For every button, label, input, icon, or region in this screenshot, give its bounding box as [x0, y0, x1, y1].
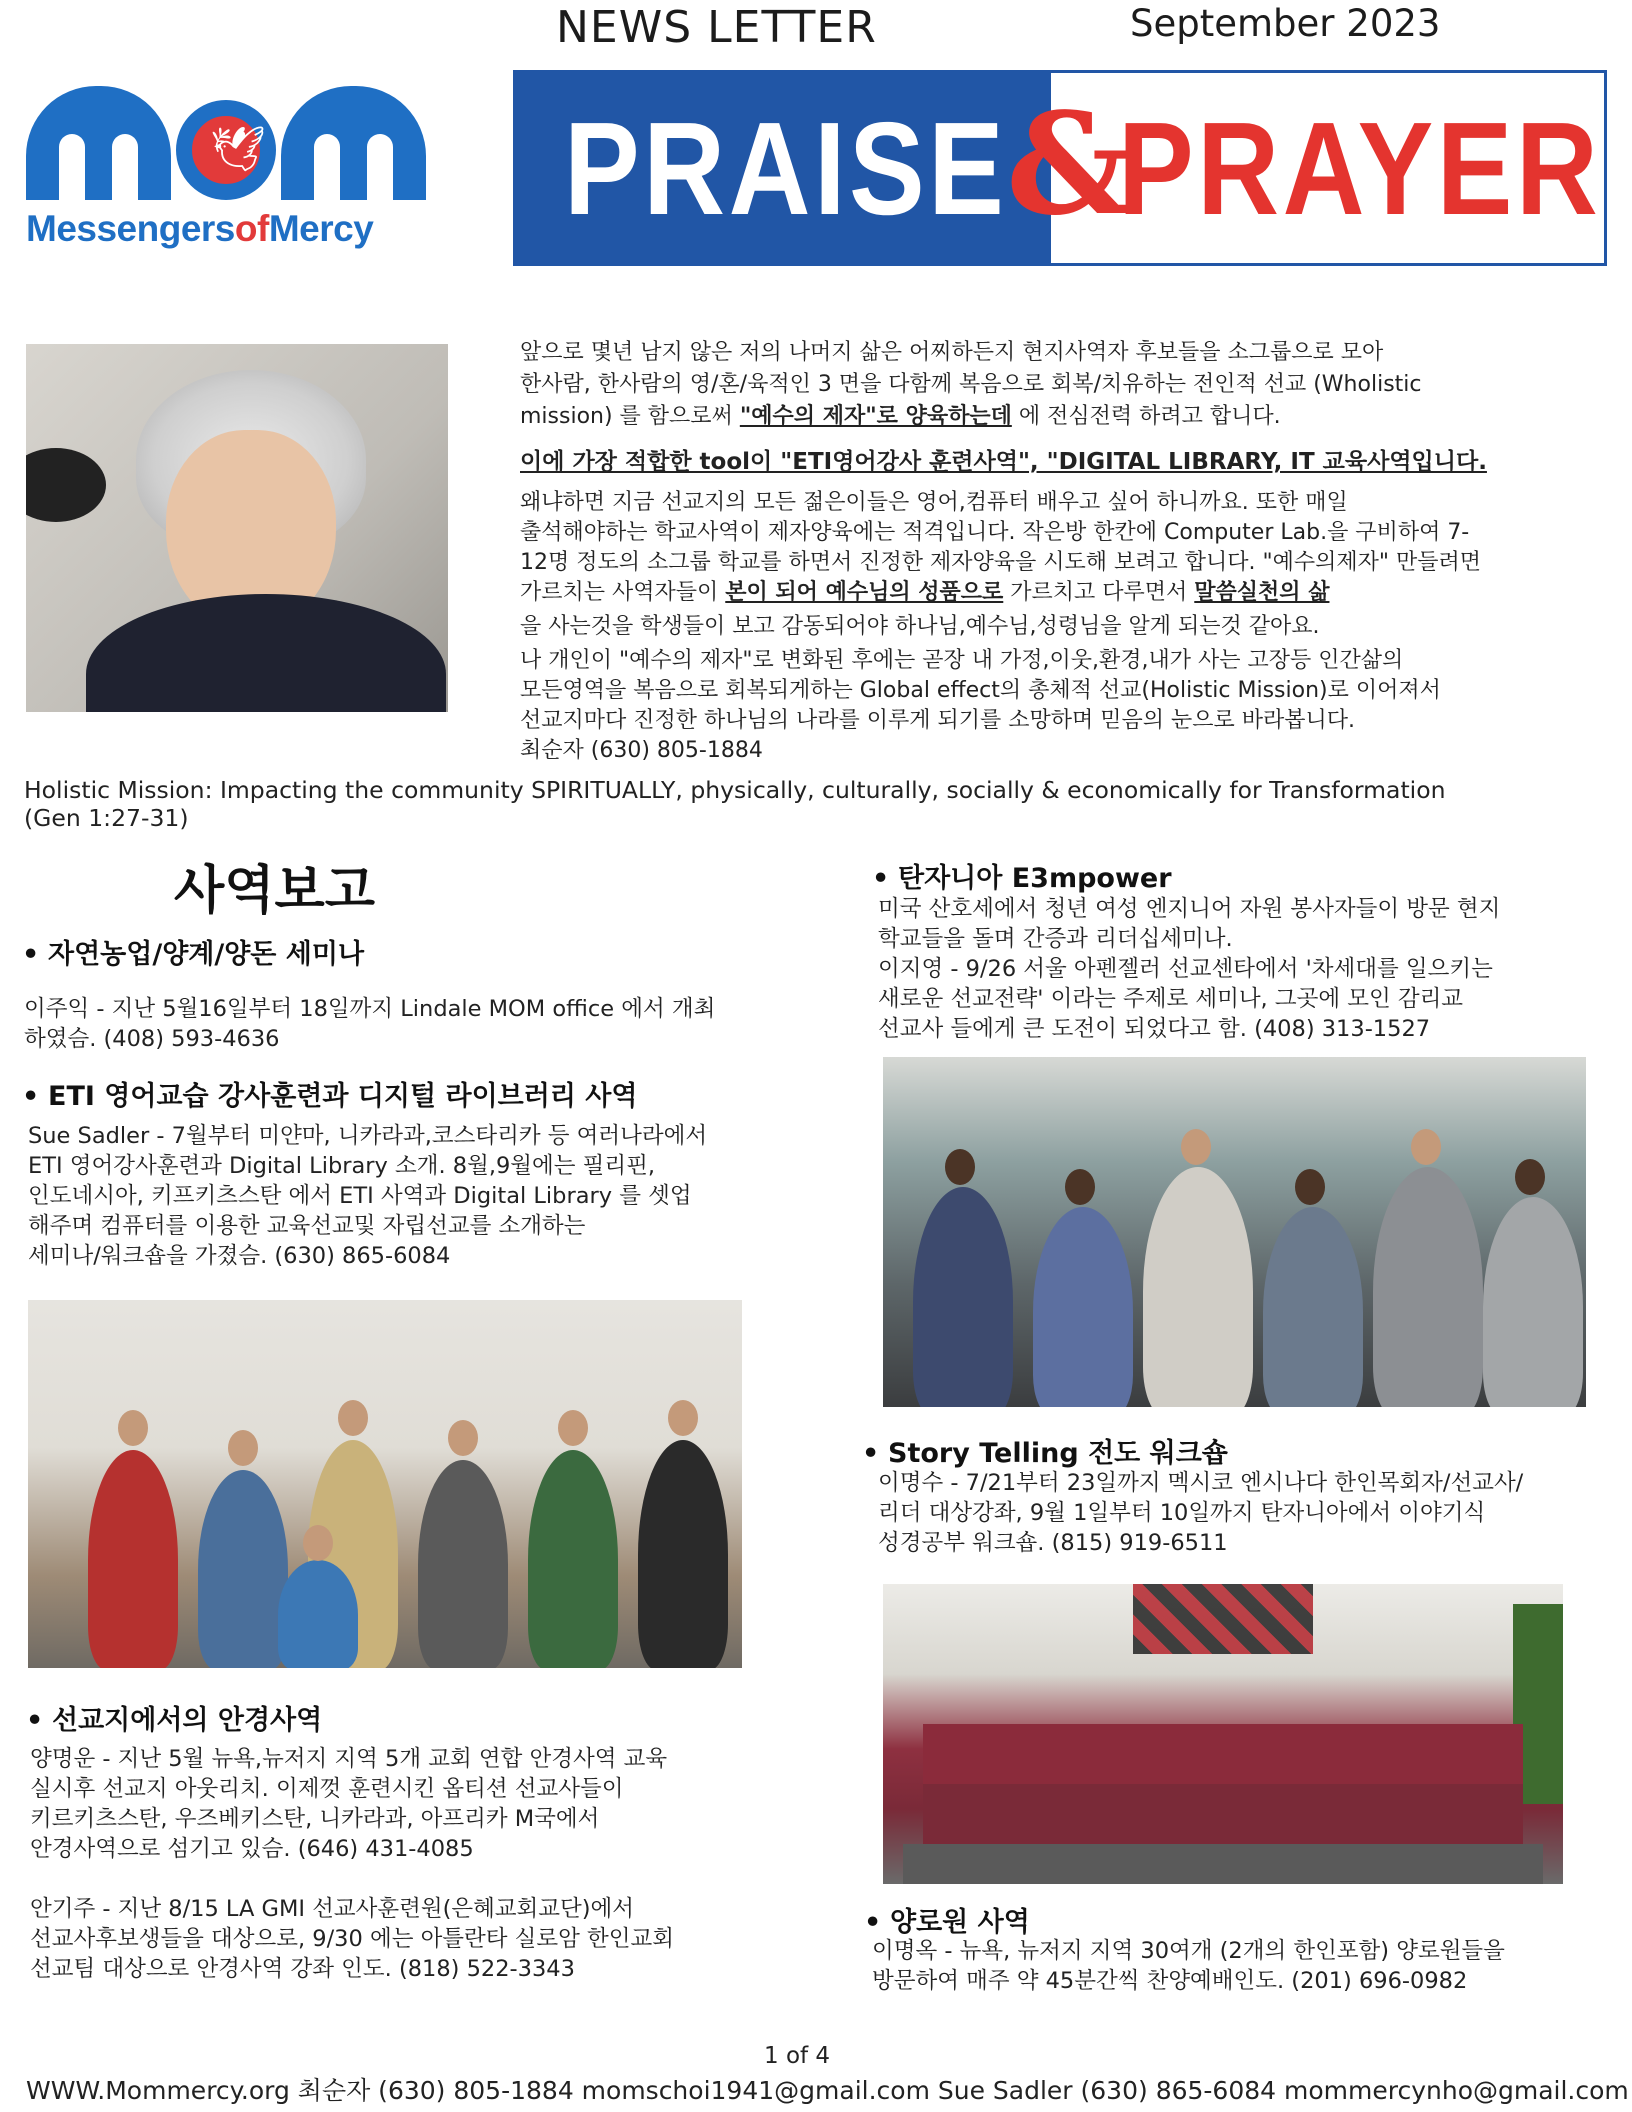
intro-line: 한사람, 한사람의 영/혼/육적인 3 면을 다함께 복음으로 회복/치유하는 전인적 선교 (Wholistic [520, 372, 1422, 397]
section-body: 미국 산호세에서 청년 여성 엔지니어 자원 봉사자들이 방문 현지 학교들을 돌며 간증과 리더십세미나. 이지영 - 9/26 서울 아펜젤러 선교센타에서 '차세대를 일으키는 새로운 선교전략' 이라는 주제로 세미나, 그곳에 모인 감리교 선교사 들에게 큰 도전이 되었다고 함. (408) 313-1527 [878, 896, 1501, 1042]
intro-line: 12명 정도의 소그룹 학교를 하면서 진정한 제자양육을 시도해 보려고 합니다. "예수의제자" 만들려면 [520, 550, 1481, 575]
section-title: 사역보고 [174, 861, 375, 921]
intro-line: 왜냐하면 지금 선교지의 모든 젊은이들은 영어,컴퓨터 배우고 싶어 하니까요. 또한 매일 [520, 490, 1348, 515]
dove-icon: 🕊 [176, 100, 276, 200]
portrait-photo [26, 344, 448, 712]
intro-highlight: 이에 가장 적합한 tool이 "ETI영어강사 훈련사역", "DIGITAL LIBRARY, IT 교육사역입니다. [520, 449, 1487, 475]
newsletter-label: NEWS LETTER [556, 2, 877, 53]
section-heading: • ETI 영어교습 강사훈련과 디지털 라이브러리 사역 [22, 1081, 638, 1112]
banner-ampersand: & [1006, 83, 1133, 247]
section-body: Sue Sadler - 7월부터 미얀마, 니카라과,코스타리카 등 여러나라에서 ETI 영어강사훈련과 Digital Library 소개. 8월,9월에는 필리핀, 인도네시아, 키프키츠스탄 에서 ETI 사역과 Digital Library 를 셋업 해주며 컴퓨터를 이용한 교육선교및 자립선교를 소개하는 세미나/워크숍을 가졌슴. (630) 865-6084 [28, 1123, 708, 1269]
intro-line: 가르치는 사역자들이 본이 되어 예수님의 성품으로 가르치고 다루면서 말씀실천의 삶 [520, 580, 1330, 605]
holistic-mission-statement: Holistic Mission: Impacting the community SPIRITUALLY, physically, culturally, socially & economically for Transformation (Gen 1:27-31) [24, 776, 1446, 832]
mom-logo [26, 86, 436, 256]
intro-signature: 최순자 (630) 805-1884 [520, 738, 763, 763]
section-body: 이주익 - 지난 5월16일부터 18일까지 Lindale MOM office 에서 개최 하였슴. (408) 593-4636 [24, 996, 716, 1052]
eti-training-photo [28, 1300, 742, 1668]
intro-line: 나 개인이 "예수의 제자"로 변화된 후에는 곧장 내 가정,이웃,환경,내가 사는 고장등 인간삶의 [520, 648, 1404, 673]
intro-line: 을 사는것을 학생들이 보고 감동되어야 하나님,예수님,성령님을 알게 되는것 같아요. [520, 614, 1320, 639]
intro-line: 앞으로 몇년 남지 않은 저의 나머지 삶은 어찌하든지 현지사역자 후보들을 소그룹으로 모아 [520, 340, 1384, 365]
section-heading: • 자연농업/양계/양돈 세미나 [22, 939, 365, 970]
section-body: 이명옥 - 뉴욕, 뉴저지 지역 30여개 (2개의 한인포함) 양로원들을 방문하여 매주 약 45분간씩 찬양예배인도. (201) 696-0982 [872, 1938, 1505, 1994]
banner-prayer: PRAYER [1118, 95, 1602, 242]
section-heading: • 탄자니아 E3mpower [872, 863, 1172, 894]
issue-date: September 2023 [1130, 2, 1441, 45]
section-body: 이명수 - 7/21부터 23일까지 멕시코 엔시나다 한인목회자/선교사/ 리더 대상강좌, 9월 1일부터 10일까지 탄자니아에서 이야기식 성경공부 워크숍. (815) 919-6511 [878, 1470, 1524, 1556]
praise-prayer-banner [513, 70, 1607, 266]
logo-mark [26, 86, 426, 206]
banner-praise: PRAISE [564, 95, 1008, 242]
microphone-icon [26, 448, 106, 522]
section-heading: • Story Telling 전도 워크숍 [862, 1438, 1228, 1469]
footer-contact: WWW.Mommercy.org 최순자 (630) 805-1884 momschoi1941@gmail.com Sue Sadler (630) 865-6084 mommercynho@gmail.com [26, 2076, 1629, 2105]
intro-line: 모든영역을 복음으로 회복되게하는 Global effect의 총체적 선교(Holistic Mission)로 이어져서 [520, 678, 1441, 703]
logo-tagline: MessengersofMercy [26, 208, 374, 249]
intro-line: 출석해야하는 학교사역이 제자양육에는 적격입니다. 작은방 한칸에 Computer Lab.을 구비하여 7- [520, 520, 1470, 545]
intro-line: 선교지마다 진정한 하나님의 나라를 이루게 되기를 소망하며 믿음의 눈으로 바라봅니다. [520, 708, 1356, 733]
section-heading: • 선교지에서의 안경사역 [26, 1705, 323, 1736]
story-telling-photo [883, 1584, 1563, 1884]
section-body: 양명운 - 지난 5월 뉴욕,뉴저지 지역 5개 교회 연합 안경사역 교육 실시후 선교지 아웃리치. 이제껏 훈련시킨 옵티션 선교사들이 키르키츠스탄, 우즈베키스탄, 니카라과, 아프리카 M국에서 안경사역으로 섬기고 있슴. (646) 431-4085 안기주 - 지난 8/15 LA GMI 선교사훈련원(은혜교회교단)에서 선교사후보생들을 대상으로, 9/30 에는 아틀란타 실로암 한인교회 선교팀 대상으로 안경사역 강좌 인도. (818) 522-3343 [30, 1746, 674, 1982]
page-number: 1 of 4 [764, 2043, 831, 2069]
tanzania-photo [883, 1057, 1586, 1407]
section-heading: • 양로원 사역 [864, 1907, 1030, 1938]
intro-line: mission) 를 함으로써 "예수의 제자"로 양육하는데 에 전심전력 하려고 합니다. [520, 404, 1281, 429]
